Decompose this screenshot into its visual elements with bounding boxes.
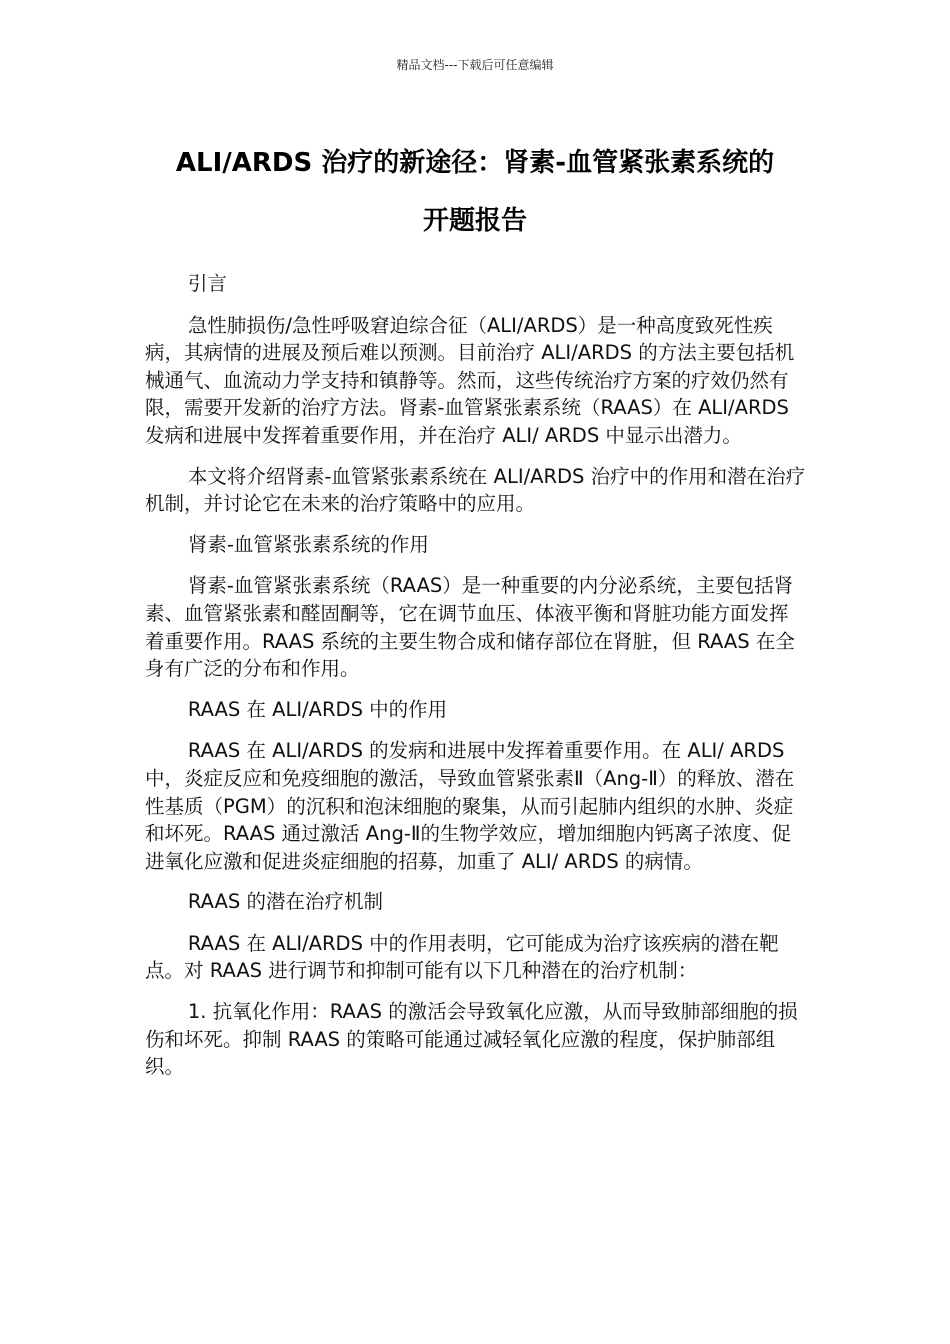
document-title-line-2: 开题报告 xyxy=(422,206,527,236)
document-title xyxy=(120,134,830,250)
section-heading-mechanism: RAAS 的潜在治疗机制 xyxy=(187,890,383,914)
paragraph-role-1: RAAS 在 ALI/ARDS 的发病和进展中发挥着重要作用。在 ALI/ ARDS 中，炎症反应和免疫细胞的激活，导致血管紧张素Ⅱ（Ang-Ⅱ）的释放、潜在性基质（PGM）的沉积和泡沫细胞的聚集，从而引起肺内组织的水肿、炎症和坏死。RAAS 通过激活 Ang-Ⅱ的生物学效应，增加细胞内钙离子浓度、促进氧化应激和促进炎症细胞的招募，加重了 ALI/ ARDS 的病情。 xyxy=(145,739,795,873)
section-heading-role: RAAS 在 ALI/ARDS 中的作用 xyxy=(187,697,448,721)
paragraph-intro-1: 急性肺损伤/急性呼吸窘迫综合征（ALI/ARDS）是一种高度致死性疾病，其病情的进展及预后难以预测。目前治疗 ALI/ARDS 的方法主要包括机械通气、血流动力学支持和镇静等。然而，这些传统治疗方案的疗效仍然有限，需要开发新的治疗方法。肾素-血管紧张素系统（RAAS）在 ALI/ARDS 发病和进展中发挥着重要作用，并在治疗 ALI/ ARDS 中显示出潜力。 xyxy=(145,313,795,447)
document-title-line-1: ALI/ARDS 治疗的新途径：肾素-血管紧张素系统的 xyxy=(175,148,775,178)
section-heading-raas: 肾素-血管紧张素系统的作用 xyxy=(187,532,429,556)
paragraph-mechanism-1: RAAS 在 ALI/ARDS 中的作用表明，它可能成为治疗该疾病的潜在靶点。对 RAAS 进行调节和抑制可能有以下几种潜在的治疗机制： xyxy=(145,931,779,983)
paragraph-raas-1: 肾素-血管紧张素系统（RAAS）是一种重要的内分泌系统，主要包括肾素、血管紧张素和醛固酮等，它在调节血压、体液平衡和肾脏功能方面发挥着重要作用。RAAS 系统的主要生物合成和储存部位在肾脏，但 RAAS 在全身有广泛的分布和作用。 xyxy=(145,574,795,681)
paragraph-intro-2: 本文将介绍肾素-血管紧张素系统在 ALI/ARDS 治疗中的作用和潜在治疗机制，并讨论它在未来的治疗策略中的应用。 xyxy=(145,464,806,516)
list-item-mechanism-1: 1. 抗氧化作用：RAAS 的激活会导致氧化应激，从而导致肺部细胞的损伤和坏死。抑制 RAAS 的策略可能通过减轻氧化应激的程度，保护肺部组织。 xyxy=(145,1000,798,1079)
document-body xyxy=(145,270,807,1094)
section-heading-intro: 引言 xyxy=(187,272,227,295)
header-note: 精品文档---下载后可任意编辑 xyxy=(396,58,554,72)
